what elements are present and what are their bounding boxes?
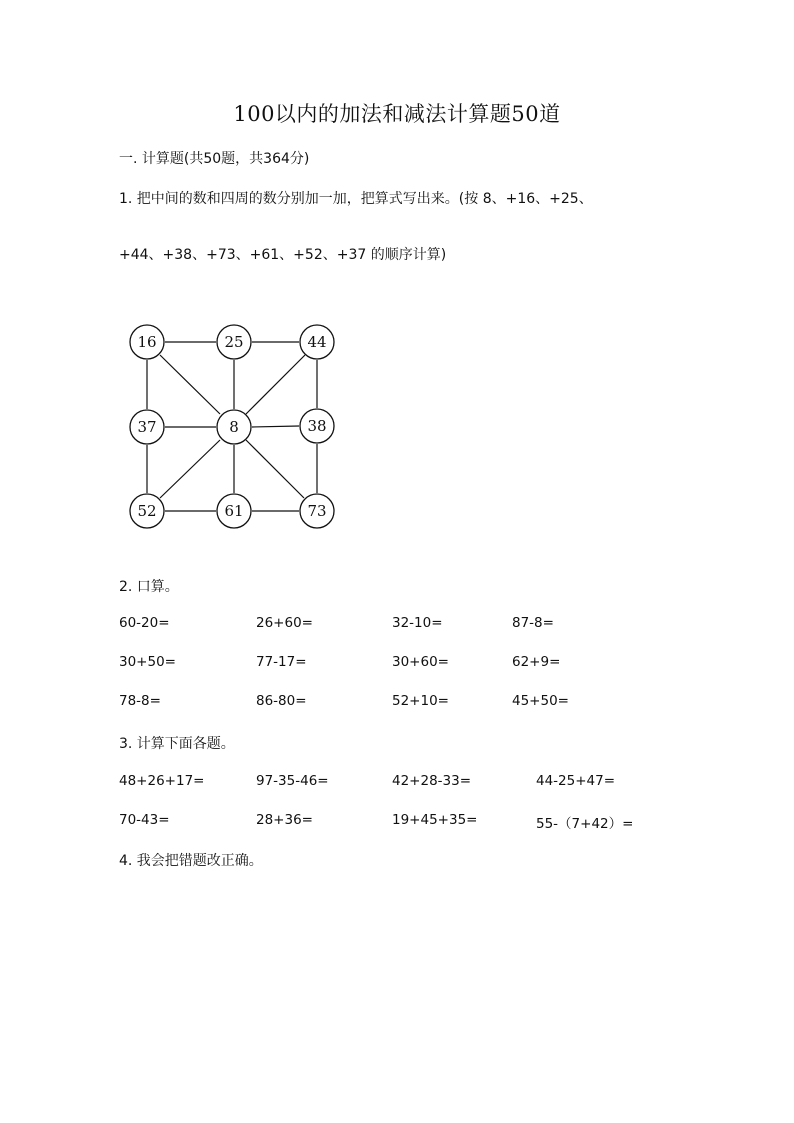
problem: 77-17= xyxy=(256,654,307,670)
node-label: 25 xyxy=(224,333,244,351)
question-1-text-line2: +44、+38、+73、+61、+52、+37 的顺序计算) xyxy=(119,247,447,263)
problem: 97-35-46= xyxy=(256,773,329,789)
number-grid-diagram xyxy=(118,312,358,540)
problem: 30+60= xyxy=(392,654,449,670)
problem: 28+36= xyxy=(256,812,313,828)
node-label: 16 xyxy=(137,333,157,351)
problem: 19+45+35= xyxy=(392,812,478,828)
problem: 42+28-33= xyxy=(392,773,472,789)
question-3-label: 3. 计算下面各题。 xyxy=(119,736,235,752)
problem: 60-20= xyxy=(119,615,170,631)
problem: 52+10= xyxy=(392,693,449,709)
problem-row xyxy=(119,773,679,792)
problem-row xyxy=(119,654,679,673)
problem-row xyxy=(119,693,679,712)
node-label-center: 8 xyxy=(229,418,239,436)
node-label: 52 xyxy=(137,502,157,520)
problem: 32-10= xyxy=(392,615,443,631)
oral-calc-grid xyxy=(119,615,679,712)
page-title: 100以内的加法和减法计算题50道 xyxy=(233,102,561,126)
calc-grid xyxy=(119,773,679,831)
node-label: 37 xyxy=(137,418,157,436)
section-heading: 一. 计算题(共50题，共364分) xyxy=(119,151,310,167)
problem: 55-（7+42）= xyxy=(536,816,634,832)
question-4-label: 4. 我会把错题改正确。 xyxy=(119,853,263,869)
node-label: 44 xyxy=(307,333,327,351)
node-label: 61 xyxy=(224,502,244,520)
question-2-label: 2. 口算。 xyxy=(119,579,179,595)
problem: 87-8= xyxy=(512,615,554,631)
problem: 48+26+17= xyxy=(119,773,205,789)
problem: 86-80= xyxy=(256,693,307,709)
problem-row xyxy=(119,615,679,634)
problem: 26+60= xyxy=(256,615,313,631)
problem: 78-8= xyxy=(119,693,161,709)
question-1-text-line1: 1. 把中间的数和四周的数分别加一加，把算式写出来。(按 8、+16、+25、 xyxy=(119,191,593,207)
problem: 45+50= xyxy=(512,693,569,709)
problem: 44-25+47= xyxy=(536,773,616,789)
node-label: 38 xyxy=(307,417,327,435)
problem: 70-43= xyxy=(119,812,170,828)
problem: 62+9= xyxy=(512,654,561,670)
node-label: 73 xyxy=(307,502,327,520)
problem-row xyxy=(119,812,679,831)
problem: 30+50= xyxy=(119,654,176,670)
